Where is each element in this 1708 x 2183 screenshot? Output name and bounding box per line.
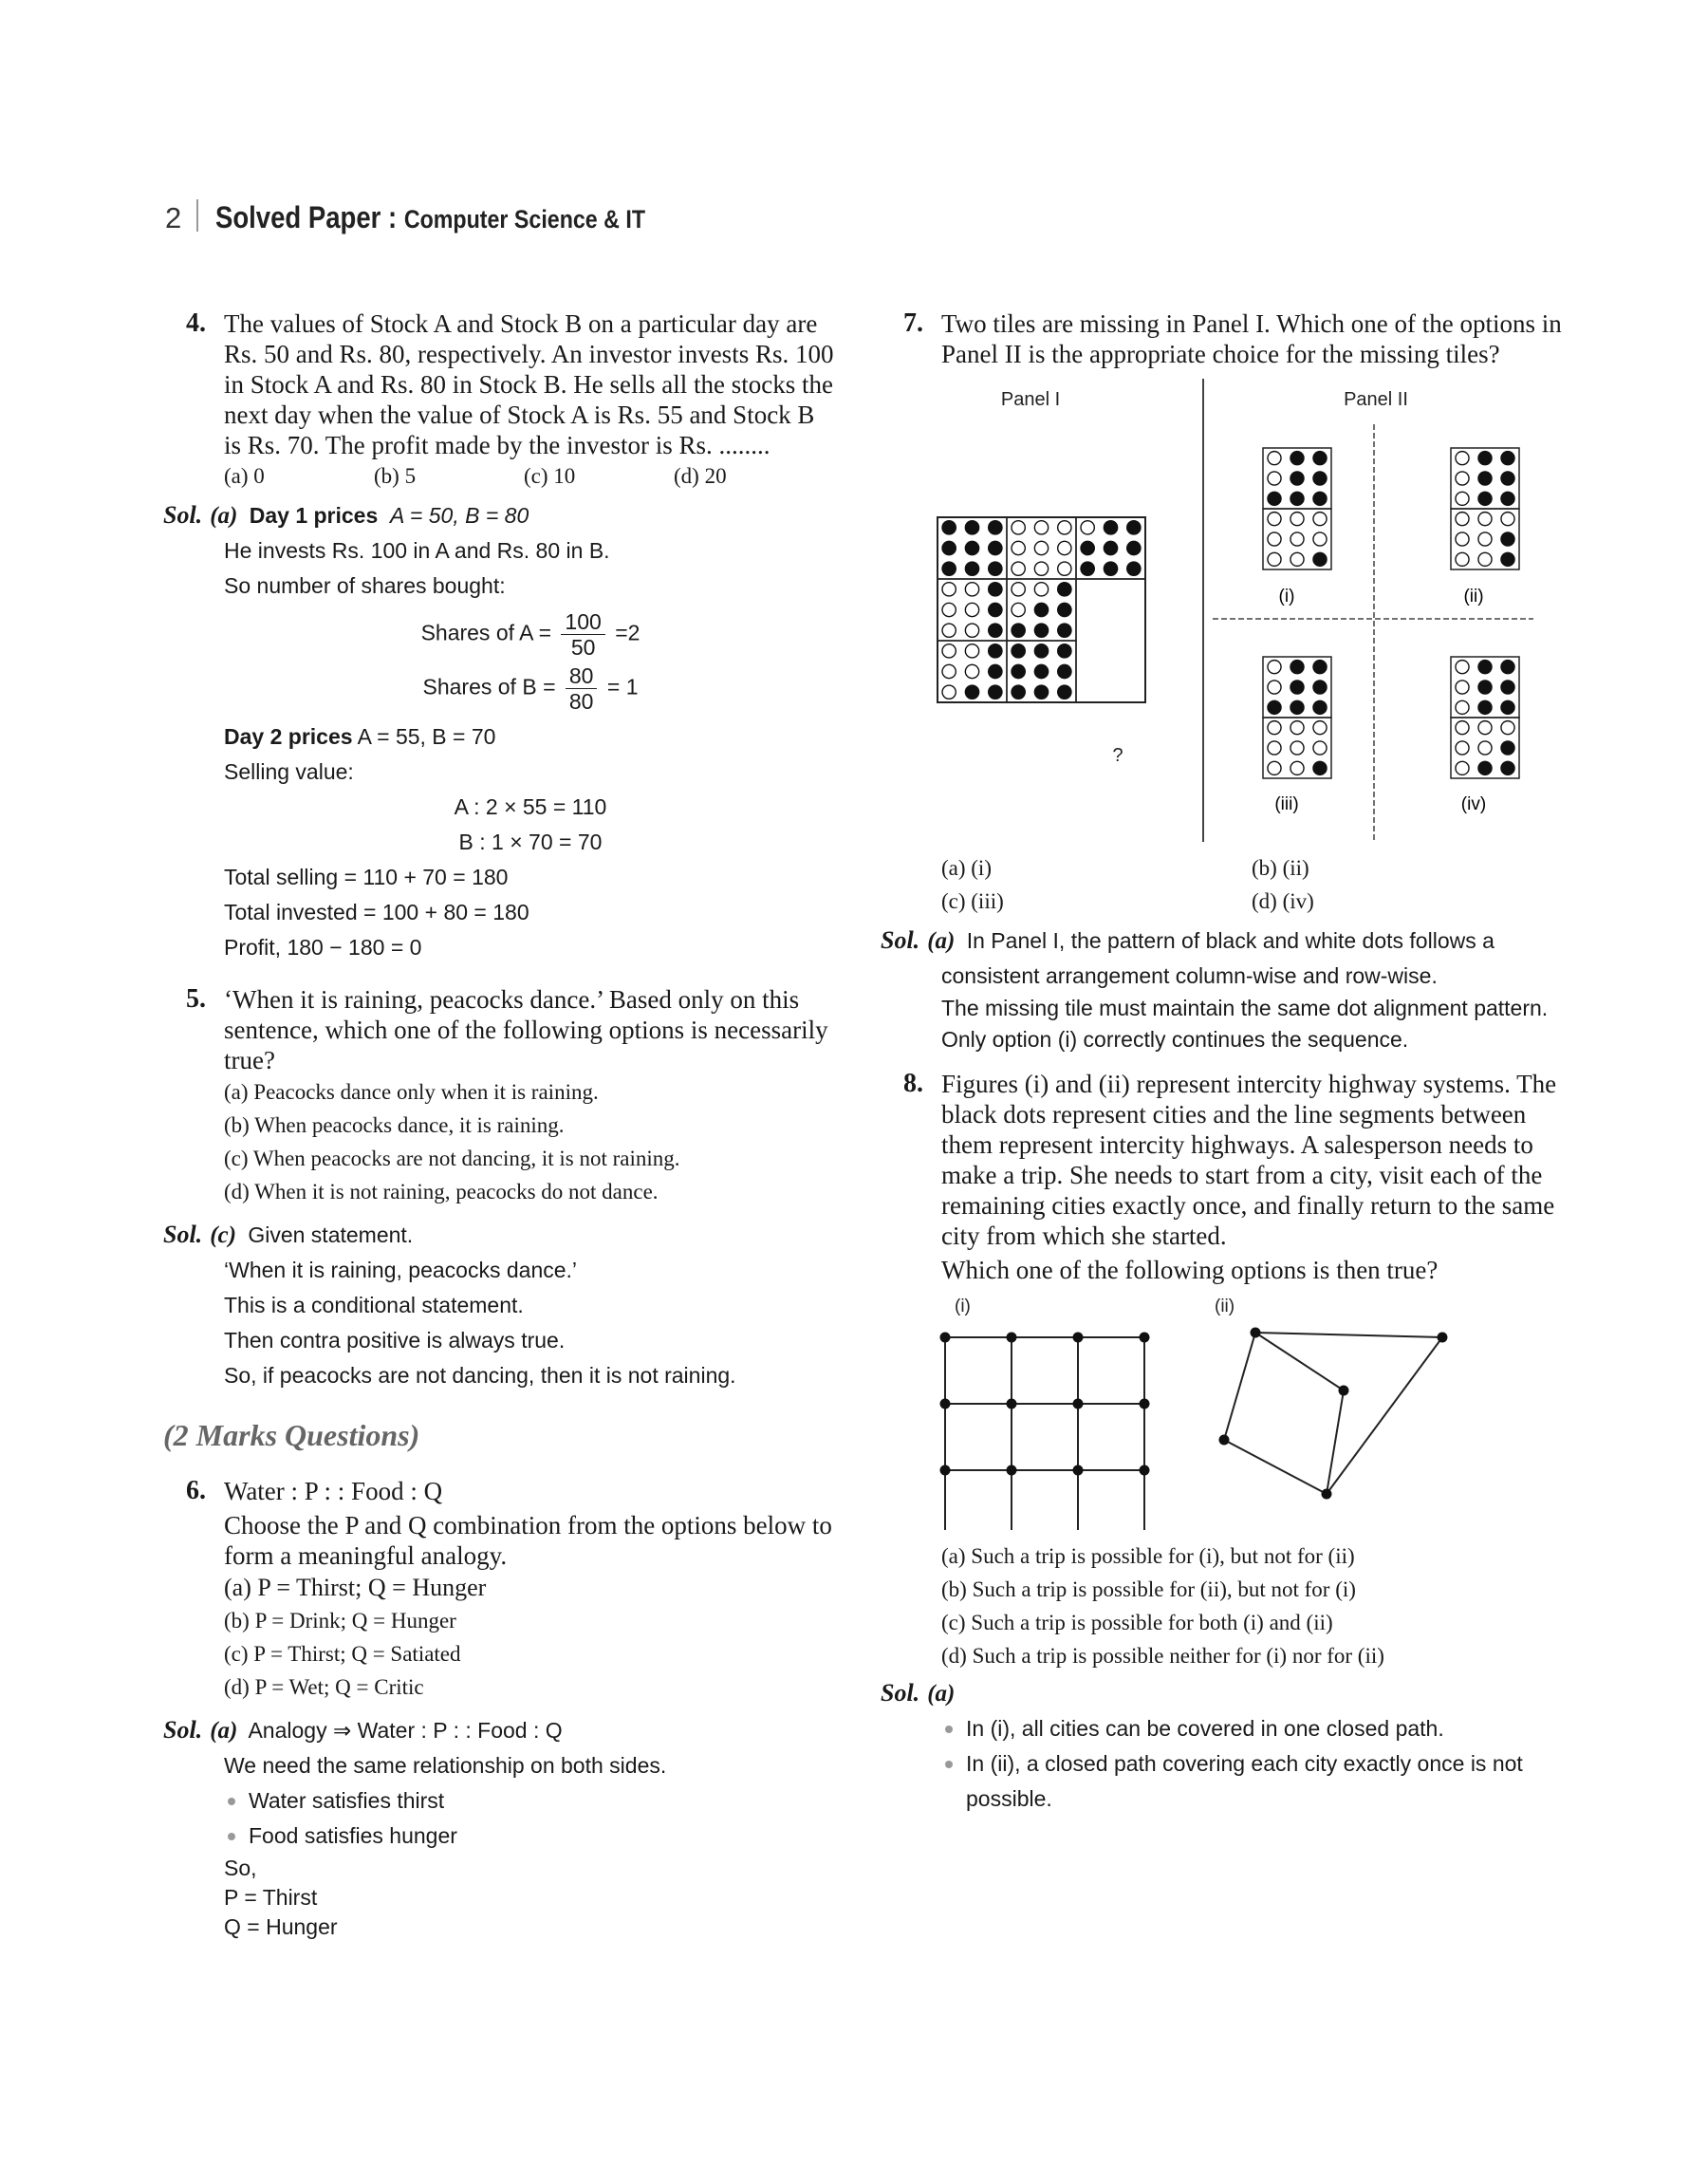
filled-dot	[1127, 562, 1141, 575]
filled-dot	[989, 624, 1002, 637]
sol-answer: (c)	[210, 1222, 236, 1248]
filled-dot	[1501, 741, 1514, 755]
eq-rhs: =2	[615, 620, 640, 645]
eq-rhs: = 1	[606, 674, 639, 700]
filled-dot	[989, 685, 1002, 699]
filled-dot	[1290, 661, 1304, 674]
filled-dot	[1058, 583, 1071, 596]
eq-lhs: Shares of A =	[420, 620, 552, 645]
filled-dot	[1058, 603, 1071, 616]
q8-figure	[881, 1293, 1564, 1530]
option-d: (d) 20	[674, 464, 727, 488]
options-row	[941, 885, 1564, 918]
solution-body	[163, 533, 837, 965]
hollow-dot	[965, 603, 978, 616]
filled-dot	[1012, 685, 1025, 699]
question-number: 4.	[186, 308, 206, 338]
total-invested: Total invested = 100 + 80 = 180	[224, 900, 529, 924]
fig-label-ii: (ii)	[1215, 1297, 1235, 1316]
hollow-dot	[1478, 741, 1492, 755]
question-5	[163, 984, 837, 1208]
panel-2-options	[1263, 448, 1519, 778]
shares-a-equation	[224, 609, 837, 660]
hollow-dot	[1501, 513, 1514, 526]
graph-ii	[1219, 1328, 1448, 1500]
option-b: (b) When peacocks dance, it is raining.	[224, 1113, 565, 1137]
filled-dot	[1501, 532, 1514, 546]
day2-line	[224, 719, 837, 755]
hollow-dot	[1313, 532, 1327, 546]
hollow-dot	[1034, 521, 1048, 534]
filled-dot	[989, 541, 1002, 554]
hollow-dot	[1034, 583, 1048, 596]
filled-dot	[965, 521, 978, 534]
filled-dot	[1034, 603, 1048, 616]
hollow-dot	[1290, 721, 1304, 735]
fraction	[561, 609, 604, 660]
city-dot	[1140, 1333, 1150, 1343]
hollow-dot	[1478, 532, 1492, 546]
highway	[1327, 1390, 1344, 1494]
filled-dot	[1058, 685, 1071, 699]
day2-values: A = 55, B = 70	[357, 724, 496, 749]
question-number: 5.	[186, 984, 206, 1014]
hollow-dot	[1268, 761, 1281, 774]
option-b: (b) P = Drink; Q = Hunger	[224, 1609, 456, 1633]
header-title	[215, 200, 645, 235]
sol-line: Only option (i) correctly continues the sequence.	[941, 1027, 1409, 1052]
q7-figure	[881, 377, 1564, 851]
left-column	[163, 308, 837, 1942]
city-dot	[1073, 1399, 1084, 1409]
sol-label: Sol.	[163, 501, 203, 529]
hollow-dot	[1456, 700, 1469, 714]
hollow-dot	[1268, 513, 1281, 526]
question-text: ‘When it is raining, peacocks dance.’ Based only on this sentence, which one of the following options is necessarily true?	[224, 985, 828, 1074]
option-a: (a) Peacocks dance only when it is raining.	[224, 1080, 599, 1104]
filled-dot	[1290, 700, 1304, 714]
filled-dot	[1501, 472, 1514, 485]
hollow-dot	[1268, 661, 1281, 674]
city-dot	[940, 1333, 951, 1343]
frac-den: 80	[568, 689, 594, 714]
question-4	[163, 308, 837, 489]
hollow-dot	[1478, 513, 1492, 526]
hollow-dot	[1012, 562, 1025, 575]
hollow-dot	[1081, 521, 1094, 534]
frac-den: 50	[570, 635, 596, 660]
hollow-dot	[1456, 472, 1469, 485]
sol-line: This is a conditional statement.	[224, 1293, 524, 1317]
filled-dot	[942, 562, 956, 575]
question-number: 8.	[903, 1069, 923, 1098]
hollow-dot	[1012, 583, 1025, 596]
option-a: (a) Such a trip is possible for (i), but not for (ii)	[941, 1544, 1355, 1568]
highway	[1224, 1333, 1255, 1440]
options-row	[224, 464, 837, 489]
city-dot	[1007, 1399, 1017, 1409]
filled-dot	[1104, 541, 1117, 554]
hollow-dot	[1058, 562, 1071, 575]
filled-dot	[1290, 492, 1304, 505]
sol-line: So,	[224, 1856, 257, 1880]
city-dot	[1219, 1435, 1230, 1446]
filled-dot	[989, 562, 1002, 575]
bullet-item: Food satisfies hunger	[224, 1819, 837, 1854]
hollow-dot	[1456, 741, 1469, 755]
bullet-item: In (ii), a closed path covering each city exactly once is not possible.	[941, 1746, 1564, 1817]
city-dot	[1339, 1386, 1349, 1396]
filled-dot	[989, 603, 1002, 616]
filled-dot	[1034, 644, 1048, 658]
hollow-dot	[965, 583, 978, 596]
option-d: (d) (iv)	[1252, 889, 1314, 913]
filled-dot	[989, 664, 1002, 678]
solution-7	[881, 924, 1564, 1055]
filled-dot	[1058, 644, 1071, 658]
solution-4	[163, 498, 837, 965]
filled-dot	[1034, 624, 1048, 637]
filled-dot	[1478, 700, 1492, 714]
solution-body	[163, 1748, 837, 1942]
hollow-dot	[1478, 721, 1492, 735]
sell-a: A : 2 × 55 = 110	[454, 794, 607, 819]
option-d: (d) P = Wet; Q = Critic	[224, 1675, 424, 1699]
sol-answer: (a)	[927, 1681, 956, 1707]
filled-dot	[942, 521, 956, 534]
hollow-dot	[942, 685, 956, 699]
city-dot	[940, 1399, 951, 1409]
hollow-dot	[965, 664, 978, 678]
bullet-item: In (i), all cities can be covered in one closed path.	[941, 1711, 1564, 1746]
filled-dot	[1081, 562, 1094, 575]
page-header	[165, 196, 715, 243]
day2-heading: Day 2 prices	[224, 724, 353, 749]
solution-5	[163, 1218, 837, 1393]
missing-mark: ?	[1112, 745, 1123, 766]
option-c: (c) When peacocks are not dancing, it is not raining.	[224, 1147, 680, 1170]
solution-8	[881, 1676, 1564, 1817]
option-c: (c) 10	[524, 464, 576, 488]
sol-label: Sol.	[881, 1679, 920, 1707]
hollow-dot	[1268, 552, 1281, 566]
sol-head-text: In Panel I, the pattern of black and white dots follows a consistent arrangement column-wise and row-wise.	[941, 928, 1494, 988]
option-a: (a) (i)	[941, 856, 992, 880]
city-dot	[1140, 1399, 1150, 1409]
hollow-dot	[942, 664, 956, 678]
city-dot	[940, 1465, 951, 1476]
filled-dot	[1290, 681, 1304, 694]
hollow-dot	[1268, 721, 1281, 735]
sol-answer: (a)	[210, 503, 238, 529]
filled-dot	[989, 583, 1002, 596]
filled-dot	[1478, 761, 1492, 774]
question-text: Water : P : : Food : Q	[224, 1477, 443, 1505]
header-divider	[196, 199, 198, 232]
city-dot	[1007, 1465, 1017, 1476]
filled-dot	[1104, 562, 1117, 575]
hollow-dot	[1456, 721, 1469, 735]
day1-heading: Day 1 prices	[249, 503, 379, 528]
page-number: 2	[165, 201, 182, 234]
hollow-dot	[942, 644, 956, 658]
sol-label: Sol.	[881, 926, 920, 954]
filled-dot	[1290, 452, 1304, 465]
sell-b: B : 1 × 70 = 70	[458, 830, 603, 854]
option-b: (b) 5	[374, 464, 417, 488]
option-d: (d) When it is not raining, peacocks do not dance.	[224, 1180, 659, 1203]
hollow-dot	[1012, 521, 1025, 534]
sol-line: So number of shares bought:	[224, 573, 506, 598]
filled-dot	[965, 541, 978, 554]
solution-head	[881, 1676, 1564, 1711]
question-8	[881, 1069, 1564, 1285]
city-dot	[1322, 1489, 1332, 1500]
option-d: (d) Such a trip is possible neither for (i) nor for (ii)	[941, 1644, 1384, 1668]
city-dot	[1251, 1328, 1261, 1338]
total-selling: Total selling = 110 + 70 = 180	[224, 865, 509, 889]
frac-num: 100	[561, 609, 604, 635]
filled-dot	[1313, 661, 1327, 674]
profit: Profit, 180 − 180 = 0	[224, 935, 422, 960]
panel1-label: Panel I	[1000, 389, 1061, 410]
sol-line: Selling value:	[224, 759, 354, 784]
hollow-dot	[1268, 681, 1281, 694]
hollow-dot	[965, 624, 978, 637]
filled-dot	[1012, 664, 1025, 678]
panel2-label: Panel II	[1344, 389, 1408, 410]
sol-label: Sol.	[163, 1716, 203, 1744]
city-dot	[1073, 1465, 1084, 1476]
highway	[1255, 1333, 1442, 1337]
hollow-dot	[1313, 513, 1327, 526]
sol-head-text: Given statement.	[248, 1222, 414, 1247]
filled-dot	[1501, 700, 1514, 714]
filled-dot	[1012, 644, 1025, 658]
filled-dot	[1478, 492, 1492, 505]
hollow-dot	[1058, 541, 1071, 554]
option-b: (b) (ii)	[1252, 856, 1309, 880]
filled-dot	[1268, 700, 1281, 714]
hollow-dot	[1290, 761, 1304, 774]
section-title: (2 Marks Questions)	[163, 1418, 420, 1452]
filled-dot	[1012, 624, 1025, 637]
hollow-dot	[965, 644, 978, 658]
eq-lhs: Shares of B =	[422, 674, 556, 700]
hollow-dot	[1456, 452, 1469, 465]
highway	[1224, 1440, 1327, 1494]
question-number: 7.	[903, 308, 923, 338]
filled-dot	[1501, 452, 1514, 465]
sol-answer: (a)	[927, 928, 956, 954]
filled-dot	[965, 562, 978, 575]
filled-dot	[1058, 664, 1071, 678]
hollow-dot	[1268, 452, 1281, 465]
hollow-dot	[1012, 603, 1025, 616]
filled-dot	[1478, 472, 1492, 485]
filled-dot	[1478, 681, 1492, 694]
filled-dot	[1104, 521, 1117, 534]
filled-dot	[1058, 624, 1071, 637]
hollow-dot	[1268, 472, 1281, 485]
frac-num: 80	[566, 663, 598, 689]
hollow-dot	[1456, 513, 1469, 526]
sol-answer: (a)	[210, 1718, 238, 1744]
solution-body	[163, 1253, 837, 1393]
filled-dot	[1268, 492, 1281, 505]
highway	[1327, 1337, 1442, 1494]
option-label-ii: (ii)	[1463, 587, 1484, 606]
hollow-dot	[1501, 721, 1514, 735]
option-label-i: (i)	[1278, 587, 1295, 606]
hollow-dot	[1012, 541, 1025, 554]
hollow-dot	[1058, 521, 1071, 534]
filled-dot	[1478, 661, 1492, 674]
solution-6	[163, 1713, 837, 1942]
hollow-dot	[1456, 532, 1469, 546]
question-number: 6.	[186, 1476, 206, 1505]
filled-dot	[1127, 541, 1141, 554]
city-dot	[1140, 1465, 1150, 1476]
hollow-dot	[942, 603, 956, 616]
q8-options	[881, 1539, 1564, 1672]
filled-dot	[1034, 685, 1048, 699]
solution-head	[163, 498, 837, 533]
panel-1-grid	[938, 517, 1145, 702]
filled-dot	[989, 644, 1002, 658]
solution-head	[881, 924, 1564, 993]
fraction	[566, 663, 598, 714]
hollow-dot	[1313, 741, 1327, 755]
hollow-dot	[1456, 681, 1469, 694]
question-6	[163, 1476, 837, 1704]
filled-dot	[1313, 452, 1327, 465]
sol-head-text: Analogy ⇒ Water : P : : Food : Q	[248, 1718, 563, 1743]
question-text: Which one of the following options is then true?	[941, 1256, 1439, 1284]
filled-dot	[1501, 552, 1514, 566]
option-c: (c) (iii)	[941, 889, 1004, 913]
header-title-main: Solved Paper :	[215, 200, 398, 234]
hollow-dot	[1268, 741, 1281, 755]
filled-dot	[1501, 761, 1514, 774]
filled-dot	[1501, 661, 1514, 674]
filled-dot	[1313, 761, 1327, 774]
filled-dot	[1081, 541, 1094, 554]
hollow-dot	[942, 624, 956, 637]
option-label-iv: (iv)	[1460, 794, 1487, 814]
filled-dot	[1127, 521, 1141, 534]
missing-tile	[1076, 579, 1145, 702]
filled-dot	[1501, 492, 1514, 505]
filled-dot	[989, 521, 1002, 534]
city-dot	[1438, 1333, 1448, 1343]
filled-dot	[1313, 492, 1327, 505]
day1-values: A = 50, B = 80	[390, 503, 529, 528]
shares-b-equation	[224, 663, 837, 714]
solution-body	[881, 993, 1564, 1055]
bullet-item: Water satisfies thirst	[224, 1783, 837, 1819]
solution-head	[163, 1713, 837, 1748]
hollow-dot	[1034, 562, 1048, 575]
option-c: (c) Such a trip is possible for both (i) and (ii)	[941, 1611, 1333, 1634]
header-subtitle: Computer Science & IT	[404, 205, 646, 233]
hollow-dot	[1268, 532, 1281, 546]
question-text: Figures (i) and (ii) represent intercity highway systems. The black dots represent cities and the line segments between them represent intercity highways. A salesperson needs to make a trip. She needs to start from a city, visit each of the remaining cities exactly once, and finally return to the same city from which she started.	[941, 1070, 1557, 1250]
question-text: The values of Stock A and Stock B on a particular day are Rs. 50 and Rs. 80, respectively. An investor invests Rs. 100 in Stock A and Rs. 80 in Stock B. He sells all the stocks the next day when the value of Stock A is Rs. 55 and Stock B is Rs. 70. The profit made by the investor is Rs. ........	[224, 309, 834, 459]
hollow-dot	[1456, 492, 1469, 505]
filled-dot	[1501, 681, 1514, 694]
q7-options	[881, 851, 1564, 918]
sol-line: We need the same relationship on both sides.	[224, 1753, 667, 1778]
question-text: Two tiles are missing in Panel I. Which one of the options in Panel II is the appropriate choice for the missing tiles?	[941, 309, 1562, 368]
filled-dot	[1313, 681, 1327, 694]
city-dot	[1007, 1333, 1017, 1343]
filled-dot	[1290, 472, 1304, 485]
hollow-dot	[1456, 661, 1469, 674]
sol-line: Q = Hunger	[224, 1914, 338, 1939]
sol-line: ‘When it is raining, peacocks dance.’	[224, 1258, 578, 1282]
highway	[1255, 1333, 1344, 1390]
filled-dot	[1478, 452, 1492, 465]
city-dot	[1073, 1333, 1084, 1343]
option-a: (a) P = Thirst; Q = Hunger	[224, 1574, 487, 1601]
hollow-dot	[1478, 552, 1492, 566]
filled-dot	[1034, 664, 1048, 678]
hollow-dot	[1456, 761, 1469, 774]
hollow-dot	[1290, 741, 1304, 755]
highway-graphs	[881, 1293, 1564, 1530]
hollow-dot	[1456, 552, 1469, 566]
fig-label-i: (i)	[955, 1297, 971, 1316]
hollow-dot	[942, 583, 956, 596]
sol-line: Then contra positive is always true.	[224, 1328, 566, 1353]
options-row	[941, 851, 1564, 885]
hollow-dot	[1034, 541, 1048, 554]
hollow-dot	[1313, 721, 1327, 735]
filled-dot	[965, 685, 978, 699]
question-text: Choose the P and Q combination from the options below to form a meaningful analogy.	[224, 1511, 832, 1570]
sol-label: Sol.	[163, 1221, 203, 1248]
option-a: (a) 0	[224, 464, 265, 488]
dot-pattern-figure	[881, 377, 1564, 851]
hollow-dot	[1290, 513, 1304, 526]
graph-i	[940, 1333, 1150, 1531]
hollow-dot	[1290, 552, 1304, 566]
right-column	[881, 308, 1564, 1817]
filled-dot	[1313, 700, 1327, 714]
option-b: (b) Such a trip is possible for (ii), but not for (i)	[941, 1577, 1356, 1601]
filled-dot	[942, 541, 956, 554]
option-c: (c) P = Thirst; Q = Satiated	[224, 1642, 461, 1666]
solution-body	[881, 1711, 1564, 1817]
filled-dot	[1313, 472, 1327, 485]
solution-head	[163, 1218, 837, 1253]
filled-dot	[1313, 552, 1327, 566]
sol-line: So, if peacocks are not dancing, then it is not raining.	[224, 1363, 736, 1388]
sol-line: The missing tile must maintain the same dot alignment pattern.	[941, 996, 1549, 1020]
hollow-dot	[1290, 532, 1304, 546]
option-label-iii: (iii)	[1274, 794, 1299, 814]
sol-line: He invests Rs. 100 in A and Rs. 80 in B.	[224, 538, 610, 563]
question-7	[881, 308, 1564, 369]
sol-line: P = Thirst	[224, 1885, 318, 1910]
